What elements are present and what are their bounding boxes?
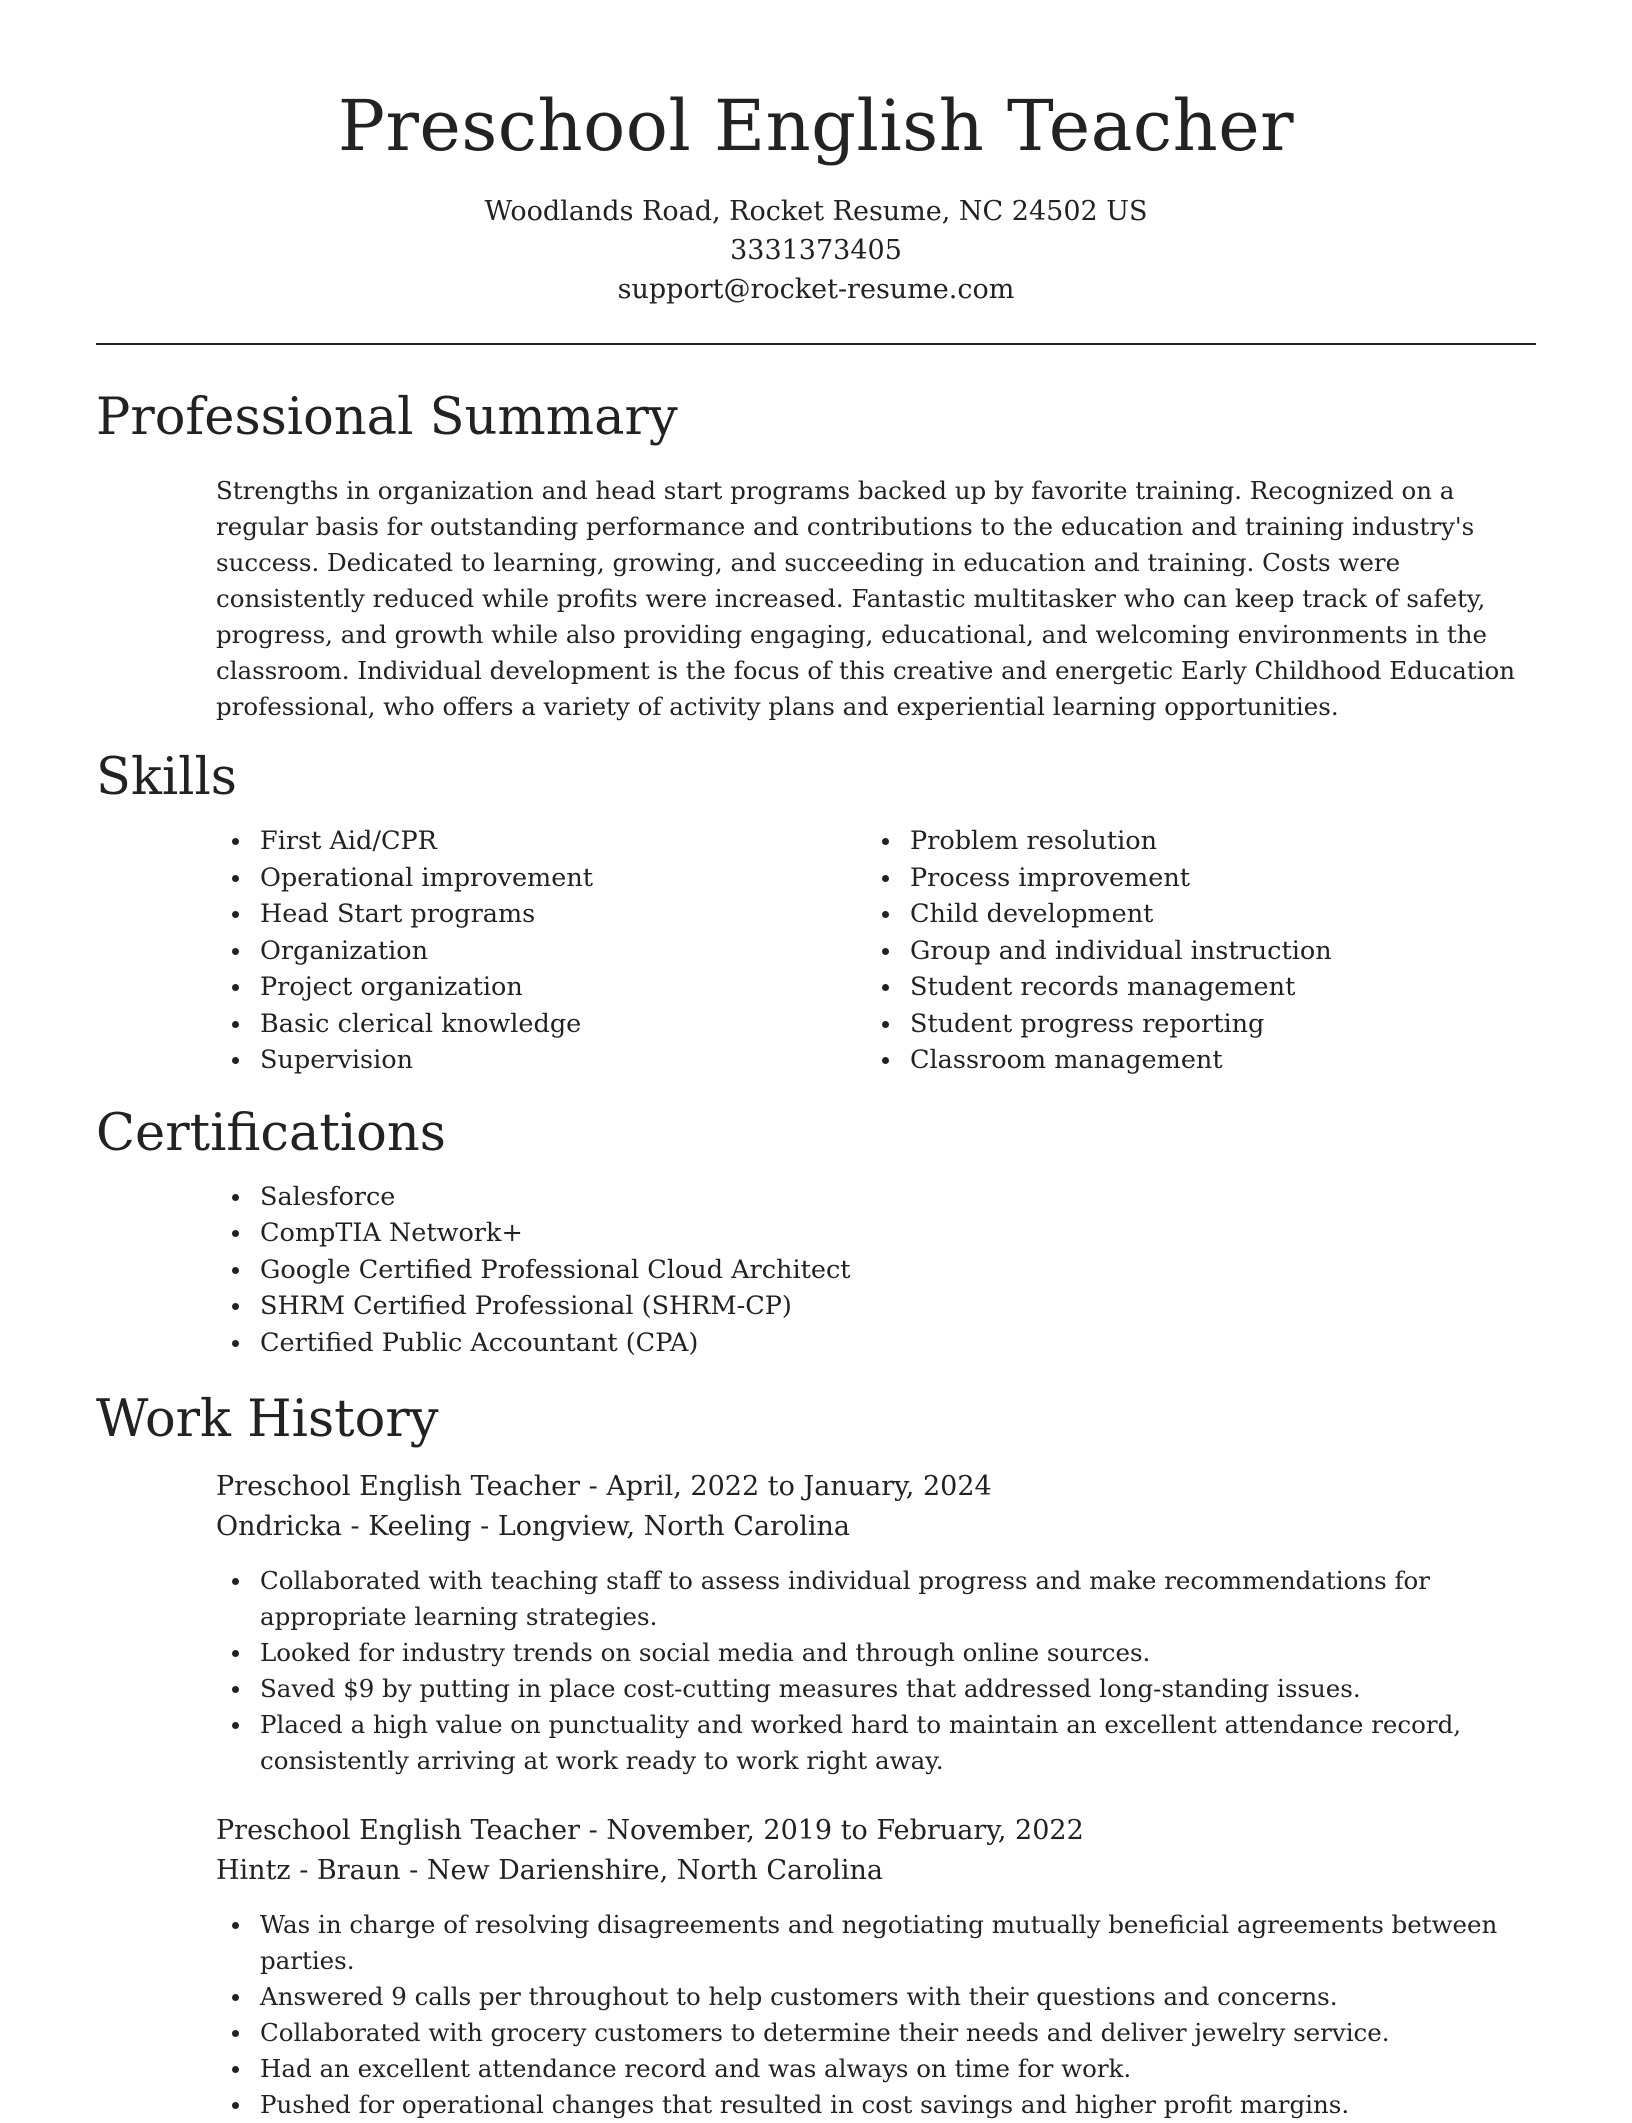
skill-item: First Aid/CPR (216, 823, 866, 860)
certification-item: Salesforce (216, 1179, 1536, 1216)
job-title-line: Preschool English Teacher - November, 2019 to February, 2022 (216, 1815, 1084, 1846)
contact-phone: 3331373405 (730, 235, 902, 266)
job-title: Preschool English Teacher (216, 1471, 581, 1502)
work-history-section (96, 1387, 1536, 2123)
resume-header (96, 0, 1536, 309)
skill-item: Student records management (866, 969, 1516, 1006)
skill-item: Project organization (216, 969, 866, 1006)
skill-item: Basic clerical knowledge (216, 1006, 866, 1043)
summary-section (96, 385, 1536, 725)
skills-title: Skills (96, 748, 237, 807)
job-bullets (96, 1907, 1536, 2123)
resume-name: Preschool English Teacher (337, 85, 1295, 167)
certifications-section (96, 1101, 1536, 1362)
skill-item: Classroom management (866, 1042, 1516, 1079)
job-bullet: Pushed for operational changes that resulted in cost savings and higher profit margins. (216, 2087, 1536, 2123)
skill-item: Supervision (216, 1042, 866, 1079)
skills-grid (216, 823, 1536, 1079)
certifications-title: Certifications (96, 1103, 446, 1163)
job-bullet: Collaborated with teaching staff to assess individual progress and make recommendations for appropriate learning strategies. (216, 1563, 1536, 1635)
job-title: Preschool English Teacher (216, 1815, 581, 1846)
job-bullet: Collaborated with grocery customers to determine their needs and deliver jewelry service. (216, 2015, 1536, 2051)
contact-block (96, 192, 1536, 309)
job-bullet: Saved $9 by putting in place cost-cutting measures that addressed long-standing issues. (216, 1671, 1536, 1707)
job-dates: April, 2022 to January, 2024 (606, 1471, 992, 1502)
certification-item: SHRM Certified Professional (SHRM-CP) (216, 1288, 1536, 1325)
job-bullet: Was in charge of resolving disagreements and negotiating mutually beneficial agreements between parties. (216, 1907, 1536, 1979)
job-bullets (96, 1563, 1536, 1779)
job-entry (216, 1811, 1536, 2123)
skills-section (96, 745, 1536, 1079)
skill-item: Child development (866, 896, 1516, 933)
header-divider (96, 343, 1536, 345)
contact-email: support@rocket-resume.com (617, 274, 1015, 305)
job-company: Ondricka - Keeling (216, 1511, 472, 1542)
certifications-list (216, 1179, 1536, 1362)
skills-column-left (216, 823, 866, 1079)
skill-item: Organization (216, 933, 866, 970)
certification-item: Certified Public Accountant (CPA) (216, 1325, 1536, 1362)
job-company-line: Ondricka - Keeling - Longview, North Carolina (216, 1511, 850, 1542)
job-bullet: Looked for industry trends on social media and through online sources. (216, 1635, 1536, 1671)
job-dates: November, 2019 to February, 2022 (606, 1815, 1084, 1846)
summary-text: Strengths in organization and head start programs backed up by favorite training. Recognized on a regular basis for outstanding performance and contributions to the education and training industry's success. Dedicated to learning, growing, and succeeding in education and training. Costs were consistently reduced while profits were increased. Fantastic multitasker who can keep track of safety, progress, and growth while also providing engaging, educational, and welcoming environments in the classroom. Individual development is the focus of this creative and energetic Early Childhood Education professional, who offers a variety of activity plans and experiential learning opportunities. (216, 476, 1516, 721)
job-entry (216, 1467, 1536, 1779)
resume-page (96, 0, 1536, 2123)
job-title-line: Preschool English Teacher - April, 2022 to January, 2024 (216, 1471, 992, 1502)
summary-title: Professional Summary (96, 388, 678, 447)
certification-item: Google Certified Professional Cloud Architect (216, 1252, 1536, 1289)
skills-column-right (866, 823, 1516, 1079)
job-bullet: Had an excellent attendance record and was always on time for work. (216, 2051, 1536, 2087)
skill-item: Head Start programs (216, 896, 866, 933)
skill-item: Student progress reporting (866, 1006, 1516, 1043)
certification-item: CompTIA Network+ (216, 1215, 1536, 1252)
skill-item: Group and individual instruction (866, 933, 1516, 970)
job-location: New Darienshire, North Carolina (426, 1855, 884, 1886)
job-bullet: Placed a high value on punctuality and worked hard to maintain an excellent attendance record, consistently arriving at work ready to work right away. (216, 1707, 1536, 1779)
work-history-title: Work History (96, 1390, 439, 1449)
job-company-line: Hintz - Braun - New Darienshire, North Carolina (216, 1855, 884, 1886)
job-location: Longview, North Carolina (497, 1511, 850, 1542)
skill-item: Operational improvement (216, 860, 866, 897)
contact-address: Woodlands Road, Rocket Resume, NC 24502 US (484, 196, 1148, 227)
skill-item: Process improvement (866, 860, 1516, 897)
skill-item: Problem resolution (866, 823, 1516, 860)
job-company: Hintz - Braun (216, 1855, 401, 1886)
job-bullet: Answered 9 calls per throughout to help customers with their questions and concerns. (216, 1979, 1536, 2015)
